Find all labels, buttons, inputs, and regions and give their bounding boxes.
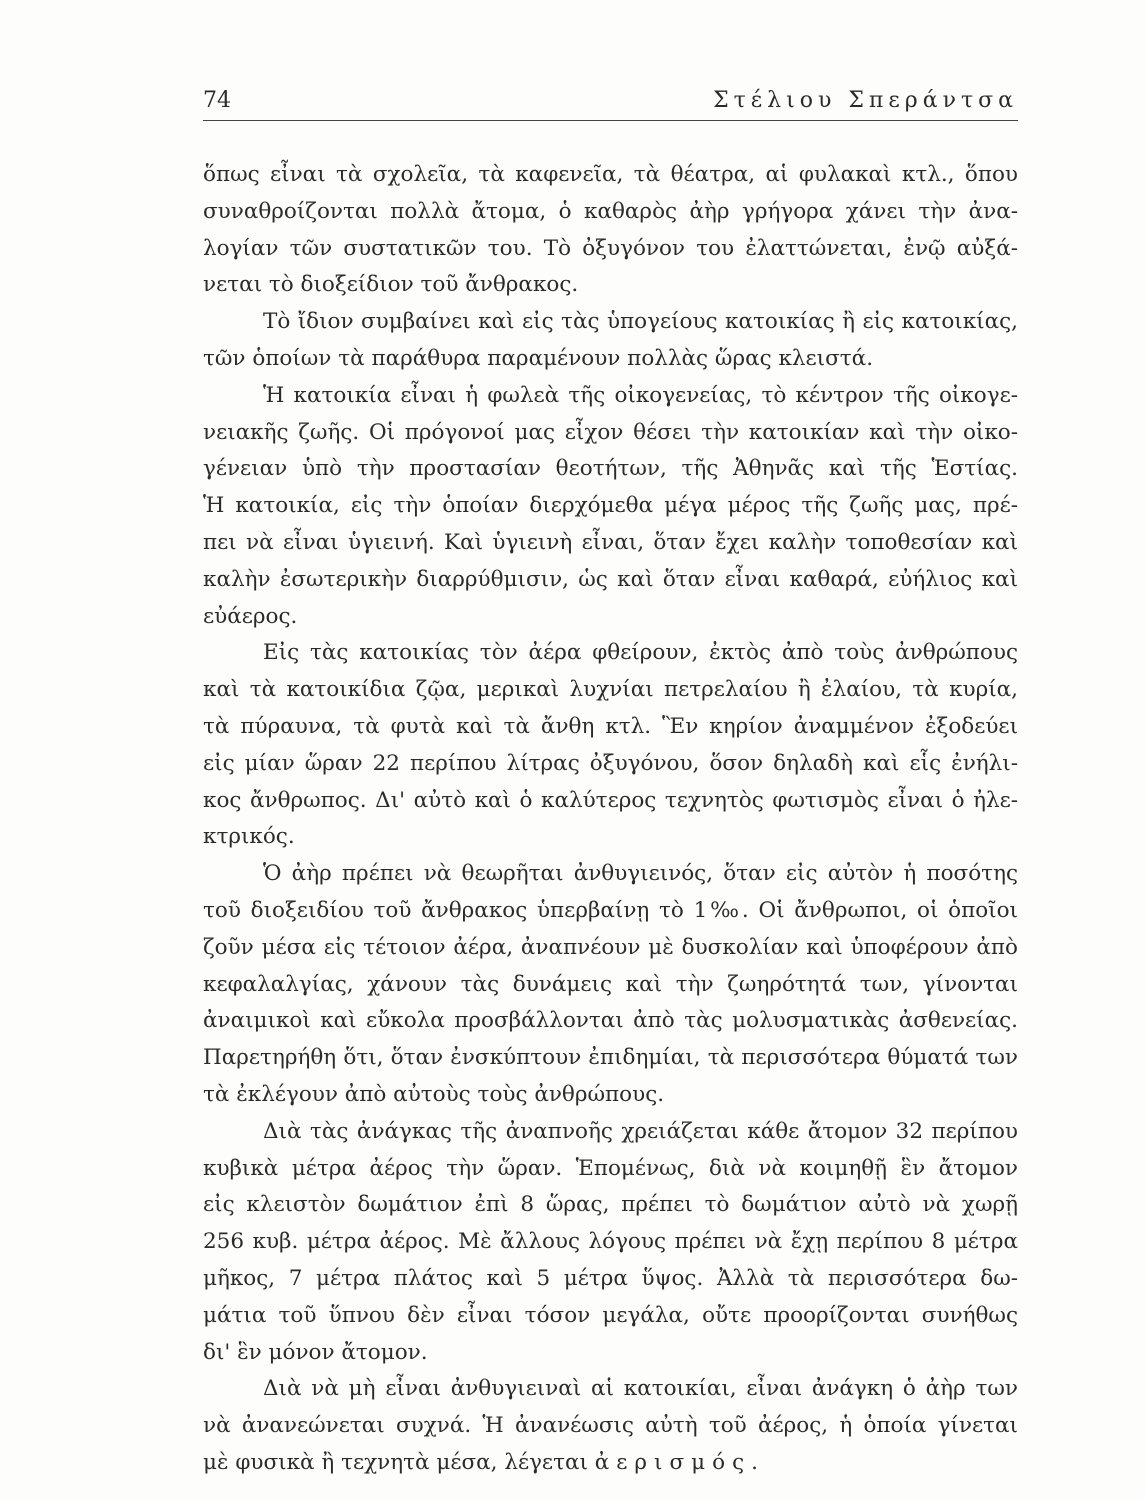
text-line: πει νὰ εἶναι ὑγιεινή. Καὶ ὑγιεινὴ εἶναι, ὅταν ἔχει καλὴν τοποθεσίαν καὶ bbox=[203, 529, 1018, 555]
text-line: Ἡ κατοικία, εἰς τὴν ὁποίαν διερχόμεθα μέγα μέρος τῆς ζωῆς μας, πρέ- bbox=[203, 493, 1018, 519]
text-line: νὰ ἀνανεώνεται συχνά. Ἡ ἀνανέωσις αὐτὴ τοῦ ἀέρος, ἡ ὁποία γίνεται bbox=[203, 1413, 1018, 1439]
text-line: τοῦ διοξειδίου τοῦ ἄνθρακος ὑπερβαίνῃ τὸ 1‰. Οἱ ἄνθρωποι, οἱ ὁποῖοι bbox=[203, 897, 1018, 923]
text-line: Διὰ νὰ μὴ εἶναι ἀνθυγιειναὶ αἱ κατοικίαι, εἶναι ἀνάγκη ὁ ἀὴρ των bbox=[263, 1376, 1018, 1402]
text-line: Ὁ ἀὴρ πρέπει νὰ θεωρῆται ἀνθυγιεινός, ὅταν εἰς αὐτὸν ἡ ποσότης bbox=[263, 861, 1018, 887]
page-header bbox=[203, 86, 1018, 121]
text-line: συναθροίζονται πολλὰ ἄτομα, ὁ καθαρὸς ἀὴρ γρήγορα χάνει τὴν ἀνα- bbox=[203, 198, 1018, 224]
text-line: κος ἄνθρωπος. Δι' αὐτὸ καὶ ὁ καλύτερος τεχνητὸς φωτισμὸς εἶναι ὁ ἠλε- bbox=[203, 787, 1018, 813]
text-line: καλὴν ἐσωτερικὴν διαρρύθμισιν, ὡς καὶ ὅταν εἶναι καθαρά, εὐήλιος καὶ bbox=[203, 566, 1018, 592]
page-number: 74 bbox=[203, 88, 231, 113]
text-line: νεται τὸ διοξείδιον τοῦ ἄνθρακος. bbox=[203, 272, 579, 298]
text-line: λογίαν τῶν συστατικῶν του. Τὸ ὀξυγόνον του ἐλαττώνεται, ἐνῷ αὐξά- bbox=[203, 235, 1018, 261]
text-line-final bbox=[203, 1445, 1018, 1482]
text-line: κεφαλαλγίας, χάνουν τὰς δυνάμεις καὶ τὴν ζωηρότητά των, γίνονται bbox=[203, 971, 1018, 997]
text-line: τὰ ἐκλέγουν ἀπὸ αὐτοὺς τοὺς ἀνθρώπους. bbox=[203, 1081, 665, 1107]
text-line: τὰ πύραυνα, τὰ φυτὰ καὶ τὰ ἄνθη κτλ. Ἓν κηρίον ἀναμμένον ἐξοδεύει bbox=[203, 713, 1018, 739]
text-line: εἰς κλειστὸν δωμάτιον ἐπὶ 8 ὥρας, πρέπει τὸ δωμάτιον αὐτὸ νὰ χωρῇ bbox=[203, 1192, 1018, 1218]
body-text bbox=[203, 157, 1018, 1482]
text-line: μάτια τοῦ ὕπνου δὲν εἶναι τόσον μεγάλα, οὔτε προορίζονται συνήθως bbox=[203, 1302, 1018, 1328]
running-head: Στέλιου Σπεράντσα bbox=[713, 88, 1018, 113]
text-line: 256 κυβ. μέτρα ἀέρος. Μὲ ἄλλους λόγους πρέπει νὰ ἔχῃ περίπου 8 μέτρα bbox=[203, 1229, 1018, 1255]
final-line-text: μὲ φυσικὰ ἢ τεχνητὰ μέσα, λέγεται bbox=[203, 1449, 595, 1475]
text-line: ζοῦν μέσα εἰς τέτοιον ἀέρα, ἀναπνέουν μὲ δυσκολίαν καὶ ὑποφέρουν ἀπὸ bbox=[203, 934, 1018, 960]
text-line: κτρικός. bbox=[203, 824, 295, 850]
spaced-term: ἀερισμός. bbox=[594, 1449, 765, 1475]
text-line: εἰς μίαν ὥραν 22 περίπου λίτρας ὀξυγόνου, ὅσον δηλαδὴ καὶ εἷς ἐνήλι- bbox=[203, 750, 1018, 776]
text-line: κυβικὰ μέτρα ἀέρος τὴν ὥραν. Ἑπομένως, διὰ νὰ κοιμηθῇ ἓν ἄτομον bbox=[203, 1155, 1018, 1181]
text-line: μῆκος, 7 μέτρα πλάτος καὶ 5 μέτρα ὕψος. Ἀλλὰ τὰ περισσότερα δω- bbox=[203, 1265, 1018, 1291]
text-line: καὶ τὰ κατοικίδια ζῷα, μερικαὶ λυχνίαι πετρελαίου ἢ ἐλαίου, τὰ κυρία, bbox=[203, 677, 1018, 703]
text-line: τῶν ὁποίων τὰ παράθυρα παραμένουν πολλὰς ὥρας κλειστά. bbox=[203, 345, 874, 371]
text-line: ἀναιμικοὶ καὶ εὔκολα προσβάλλονται ἀπὸ τὰς μολυσματικὰς ἀσθενείας. bbox=[203, 1008, 1018, 1034]
text-line: Ἡ κατοικία εἶναι ἡ φωλεὰ τῆς οἰκογενείας, τὸ κέντρον τῆς οἰκογε- bbox=[263, 382, 1018, 408]
text-line: Εἰς τὰς κατοικίας τὸν ἀέρα φθείρουν, ἐκτὸς ἀπὸ τοὺς ἀνθρώπους bbox=[263, 640, 1018, 666]
text-line: γένειαν ὑπὸ τὴν προστασίαν θεοτήτων, τῆς Ἀθηνᾶς καὶ τῆς Ἑστίας. bbox=[203, 456, 1018, 482]
text-line: δι' ἓν μόνον ἄτομον. bbox=[203, 1339, 428, 1365]
text-line: Τὸ ἴδιον συμβαίνει καὶ εἰς τὰς ὑπογείους κατοικίας ἢ εἰς κατοικίας, bbox=[263, 309, 1018, 335]
text-line: νειακῆς ζωῆς. Οἱ πρόγονοί μας εἶχον θέσει τὴν κατοικίαν καὶ τὴν οἰκο- bbox=[203, 419, 1018, 445]
text-line: εὐάερος. bbox=[203, 603, 298, 629]
text-line: ὅπως εἶναι τὰ σχολεῖα, τὰ καφενεῖα, τὰ θέατρα, αἱ φυλακαὶ κτλ., ὅπου bbox=[203, 162, 1018, 187]
text-line: Παρετηρήθη ὅτι, ὅταν ἐνσκύπτουν ἐπιδημίαι, τὰ περισσότερα θύματά των bbox=[203, 1045, 1018, 1071]
text-line: Διὰ τὰς ἀνάγκας τῆς ἀναπνοῆς χρειάζεται κάθε ἄτομον 32 περίπου bbox=[263, 1118, 1018, 1144]
